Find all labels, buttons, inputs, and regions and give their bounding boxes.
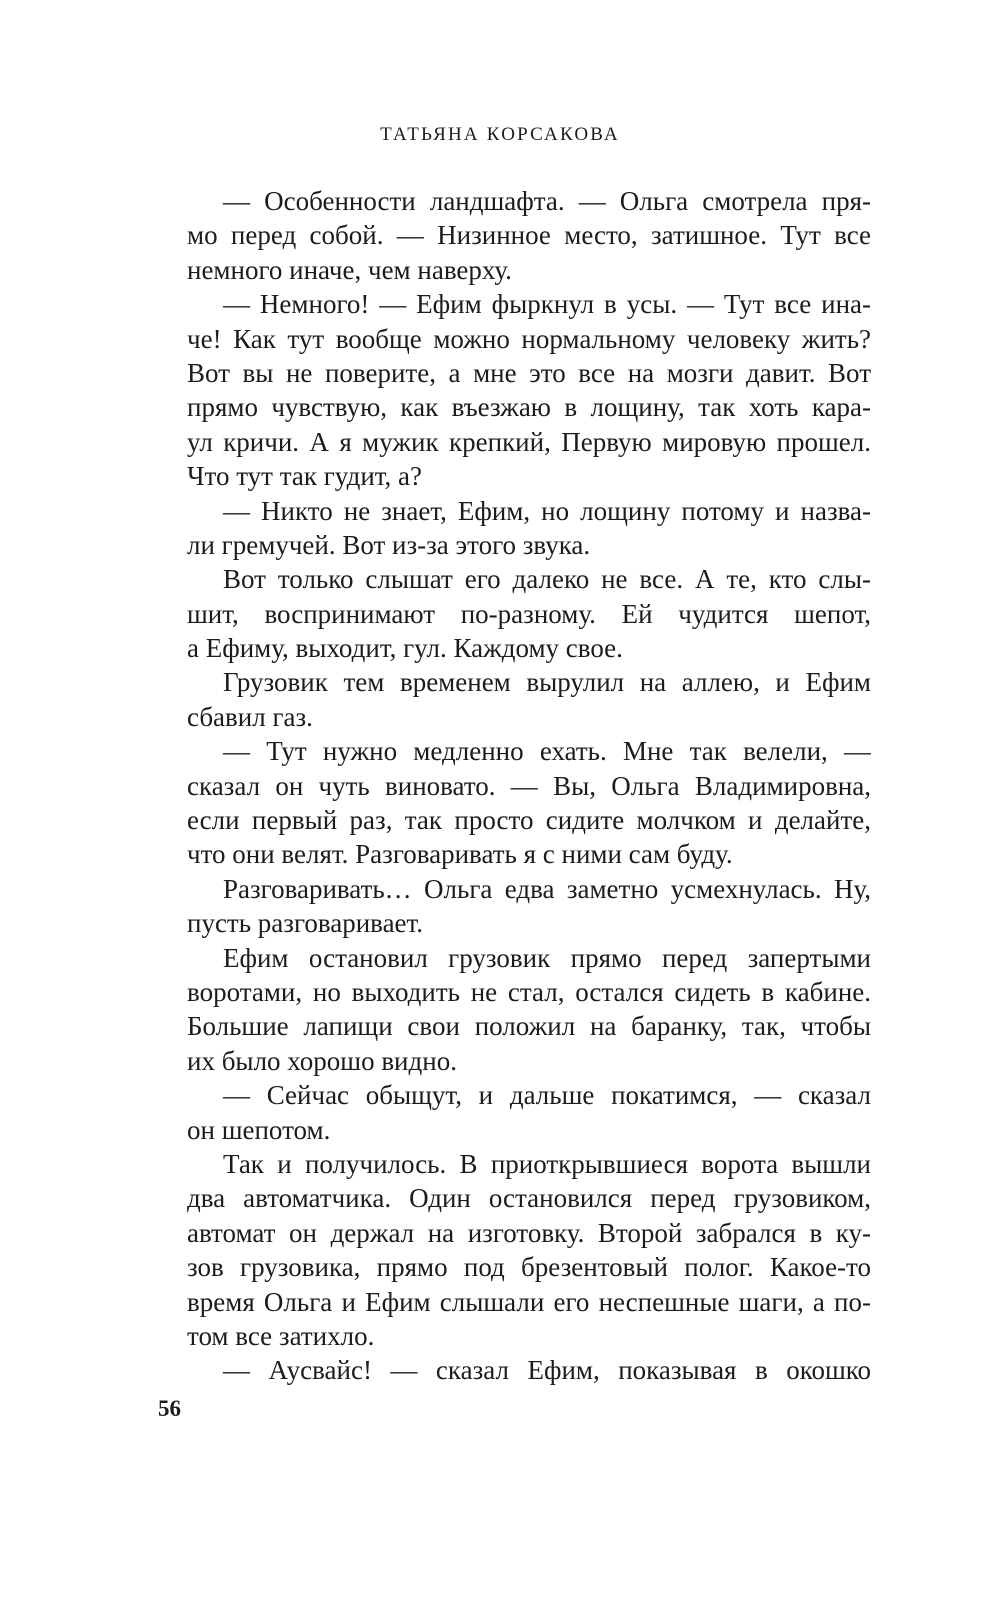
text-line: — Сейчас обыщут, и дальше покатимся, — сказал [223, 1080, 871, 1111]
text-line: что они велят. Разговаривать я с ними сам буду. [187, 839, 733, 870]
text-line: — Аусвайс! — сказал Ефим, показывая в окошко [223, 1355, 871, 1386]
text-line: воротами, но выходить не стал, остался сидеть в кабине. [187, 976, 871, 1007]
text-line: ул кричи. А я мужик крепкий, Первую мировую прошел. [187, 426, 871, 457]
text-line: зов грузовика, прямо под брезентовый полог. Какое-то [187, 1252, 871, 1283]
text-line: — Особенности ландшафта. — Ольга смотрела пря- [223, 186, 871, 216]
text-line: мо перед собой. — Низинное место, затишное. Тут все [187, 220, 871, 251]
text-line: Так и получилось. В приоткрывшиеся ворота вышли [223, 1148, 871, 1179]
running-head-author: ТАТЬЯНА КОРСАКОВА [380, 124, 620, 145]
text-line: два автоматчика. Один остановился перед грузовиком, [187, 1183, 871, 1214]
body-text [187, 184, 871, 1388]
text-line: Вот вы не поверите, а мне это все на мозги давит. Вот [187, 357, 871, 388]
text-line: а Ефиму, выходит, гул. Каждому свое. [187, 633, 623, 664]
text-line: их было хорошо видно. [187, 1045, 457, 1076]
text-line: сбавил газ. [187, 701, 313, 732]
text-line: ли гремучей. Вот из-за этого звука. [187, 529, 591, 560]
text-line: — Немного! — Ефим фыркнул в усы. — Тут все ина- [223, 289, 871, 320]
text-line: Ефим остановил грузовик прямо перед запертыми [223, 942, 871, 973]
text-line: время Ольга и Ефим слышали его неспешные шаги, а по- [187, 1286, 871, 1317]
text-line: Вот только слышат его далеко не все. А те, кто слы- [223, 564, 871, 595]
text-line: пусть разговаривает. [187, 908, 424, 939]
text-line: — Тут нужно медленно ехать. Мне так велели, — [223, 736, 871, 767]
text-line: прямо чувствую, как въезжаю в лощину, так хоть кара- [187, 392, 871, 423]
page-number: 56 [158, 1396, 181, 1421]
text-line: автомат он держал на изготовку. Второй забрался в ку- [187, 1217, 871, 1248]
text-line: немного иначе, чем наверху. [187, 254, 512, 285]
text-line: том все затихло. [187, 1320, 375, 1351]
text-line: если первый раз, так просто сидите молчком и делайте, [187, 805, 871, 836]
text-line: Разговаривать… Ольга едва заметно усмехнулась. Ну, [223, 873, 871, 904]
text-line: Что тут так гудит, а? [187, 461, 423, 492]
text-line: шит, воспринимают по-разному. Ей чудится шепот, [187, 598, 871, 629]
text-line: сказал он чуть виновато. — Вы, Ольга Владимировна, [187, 770, 871, 801]
text-line: — Никто не знает, Ефим, но лощину потому и назва- [223, 495, 871, 526]
text-line: че! Как тут вообще можно нормальному человеку жить? [187, 323, 871, 354]
text-line: Грузовик тем временем вырулил на аллею, и Ефим [223, 667, 871, 698]
text-line: он шепотом. [187, 1114, 331, 1145]
text-line: Большие лапищи свои положил на баранку, так, чтобы [187, 1011, 871, 1042]
